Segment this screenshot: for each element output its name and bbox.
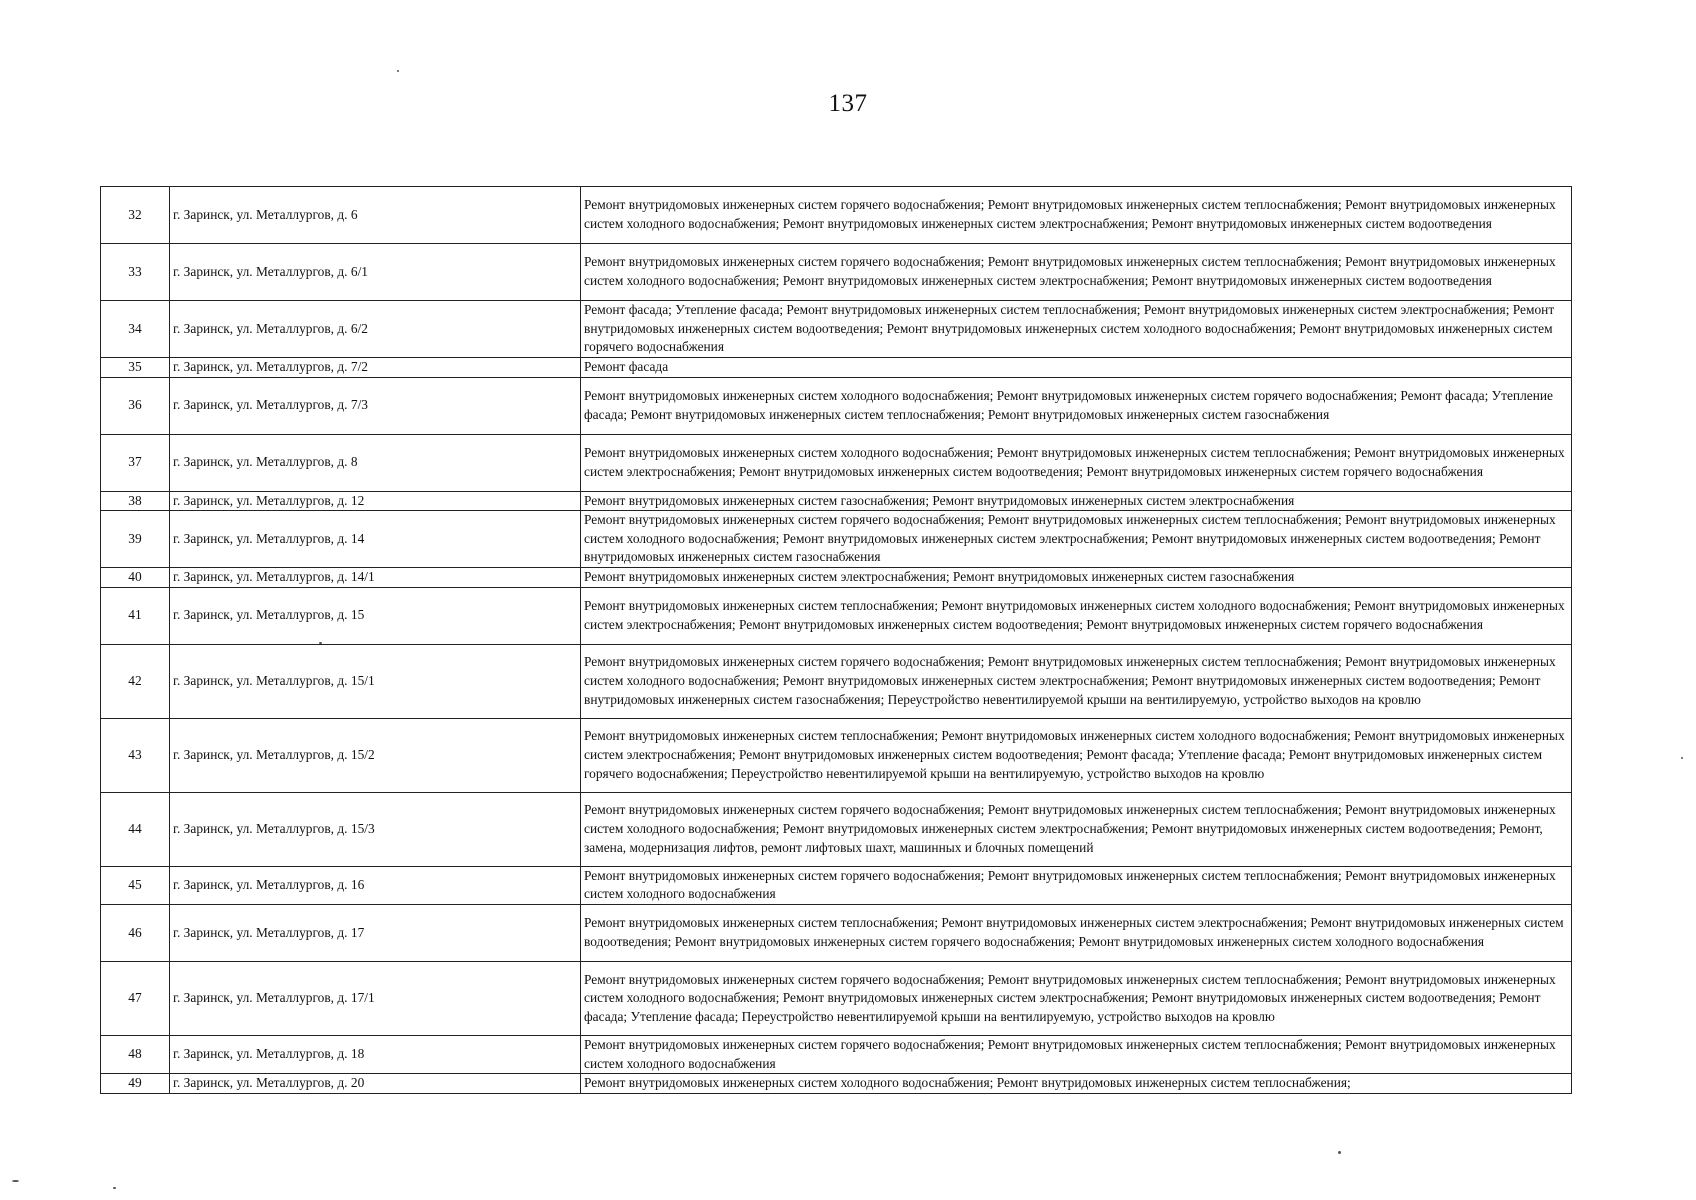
row-works: Ремонт внутридомовых инженерных систем горячего водоснабжения; Ремонт внутридомовых инженерных систем теплоснабжения; Ремонт внутридомовых инженерных систем холодного водоснабжения: [581, 1035, 1572, 1073]
row-works: Ремонт внутридомовых инженерных систем горячего водоснабжения; Ремонт внутридомовых инженерных систем теплоснабжения; Ремонт внутридомовых инженерных систем холодного водоснабжения; Ремонт внутридомовых инженерных систем электроснабжения; Ремонт внутридомовых инженерных систем водоотведения; Ремонт внутридомовых инженерных систем газоснабжения: [581, 511, 1572, 568]
table-row: [101, 511, 1572, 568]
row-works: Ремонт внутридомовых инженерных систем газоснабжения; Ремонт внутридомовых инженерных систем электроснабжения: [581, 491, 1572, 511]
table-row: [101, 644, 1572, 718]
table-row: [101, 792, 1572, 866]
table-row: [101, 866, 1572, 904]
row-address: г. Заринск, ул. Металлургов, д. 14/1: [170, 568, 581, 588]
page-number: 137: [828, 90, 868, 117]
row-address: г. Заринск, ул. Металлургов, д. 7/3: [170, 377, 581, 434]
row-address: г. Заринск, ул. Металлургов, д. 15: [170, 587, 581, 644]
table-row: [101, 377, 1572, 434]
row-number: 38: [101, 491, 170, 511]
row-works: Ремонт внутридомовых инженерных систем горячего водоснабжения; Ремонт внутридомовых инженерных систем теплоснабжения; Ремонт внутридомовых инженерных систем холодного водоснабжения; Ремонт внутридомовых инженерных систем электроснабжения; Ремонт внутридомовых инженерных систем водоотведения; Ремонт, замена, модернизация лифтов, ремонт лифтовых шахт, машинных и блочных помещений: [581, 792, 1572, 866]
row-number: 32: [101, 187, 170, 244]
scan-speck: [397, 70, 399, 72]
row-works: Ремонт внутридомовых инженерных систем теплоснабжения; Ремонт внутридомовых инженерных систем электроснабжения; Ремонт внутридомовых инженерных систем водоотведения; Ремонт внутридомовых инженерных систем горячего водоснабжения; Ремонт внутридомовых инженерных систем холодного водоснабжения: [581, 904, 1572, 961]
row-works: Ремонт внутридомовых инженерных систем холодного водоснабжения; Ремонт внутридомовых инженерных систем горячего водоснабжения; Ремонт фасада; Утепление фасада; Ремонт внутридомовых инженерных систем теплоснабжения; Ремонт внутридомовых инженерных систем газоснабжения: [581, 377, 1572, 434]
scan-speck: [1681, 757, 1683, 759]
row-address: г. Заринск, ул. Металлургов, д. 17/1: [170, 961, 581, 1035]
table-row: [101, 904, 1572, 961]
row-works: Ремонт фасада; Утепление фасада; Ремонт внутридомовых инженерных систем теплоснабжения; Ремонт внутридомовых инженерных систем электроснабжения; Ремонт внутридомовых инженерных систем водоотведения; Ремонт внутридомовых инженерных систем холодного водоснабжения; Ремонт внутридомовых инженерных систем горячего водоснабжения: [581, 301, 1572, 358]
table-row: [101, 1074, 1572, 1094]
table-body: [101, 187, 1572, 1094]
row-number: 43: [101, 718, 170, 792]
row-address: г. Заринск, ул. Металлургов, д. 14: [170, 511, 581, 568]
table-row: [101, 301, 1572, 358]
table-row: [101, 244, 1572, 301]
row-works: Ремонт внутридомовых инженерных систем горячего водоснабжения; Ремонт внутридомовых инженерных систем теплоснабжения; Ремонт внутридомовых инженерных систем холодного водоснабжения; Ремонт внутридомовых инженерных систем электроснабжения; Ремонт внутридомовых инженерных систем водоотведения: [581, 187, 1572, 244]
row-works: Ремонт внутридомовых инженерных систем горячего водоснабжения; Ремонт внутридомовых инженерных систем теплоснабжения; Ремонт внутридомовых инженерных систем холодного водоснабжения: [581, 866, 1572, 904]
table-row: [101, 961, 1572, 1035]
row-number: 44: [101, 792, 170, 866]
row-works: Ремонт внутридомовых инженерных систем горячего водоснабжения; Ремонт внутридомовых инженерных систем теплоснабжения; Ремонт внутридомовых инженерных систем холодного водоснабжения; Ремонт внутридомовых инженерных систем электроснабжения; Ремонт внутридомовых инженерных систем водоотведения: [581, 244, 1572, 301]
row-address: г. Заринск, ул. Металлургов, д. 7/2: [170, 358, 581, 378]
row-number: 39: [101, 511, 170, 568]
table-row: [101, 187, 1572, 244]
row-number: 37: [101, 434, 170, 491]
row-works: Ремонт внутридомовых инженерных систем холодного водоснабжения; Ремонт внутридомовых инженерных систем теплоснабжения;: [581, 1074, 1572, 1094]
row-address: г. Заринск, ул. Металлургов, д. 6/1: [170, 244, 581, 301]
row-address: г. Заринск, ул. Металлургов, д. 15/1: [170, 644, 581, 718]
repair-works-table: [100, 186, 1572, 1094]
scan-speck: [1338, 1151, 1341, 1154]
row-number: 45: [101, 866, 170, 904]
row-address: г. Заринск, ул. Металлургов, д. 12: [170, 491, 581, 511]
row-address: г. Заринск, ул. Металлургов, д. 6: [170, 187, 581, 244]
scan-speck: [113, 1187, 116, 1189]
row-works: Ремонт внутридомовых инженерных систем холодного водоснабжения; Ремонт внутридомовых инженерных систем теплоснабжения; Ремонт внутридомовых инженерных систем электроснабжения; Ремонт внутридомовых инженерных систем водоотведения; Ремонт внутридомовых инженерных систем горячего водоснабжения: [581, 434, 1572, 491]
row-address: г. Заринск, ул. Металлургов, д. 18: [170, 1035, 581, 1073]
table-row: [101, 587, 1572, 644]
row-address: г. Заринск, ул. Металлургов, д. 16: [170, 866, 581, 904]
scan-speck: [12, 1180, 19, 1182]
row-number: 42: [101, 644, 170, 718]
table-row: [101, 491, 1572, 511]
row-number: 40: [101, 568, 170, 588]
row-number: 35: [101, 358, 170, 378]
row-works: Ремонт фасада: [581, 358, 1572, 378]
row-address: г. Заринск, ул. Металлургов, д. 20: [170, 1074, 581, 1094]
row-address: г. Заринск, ул. Металлургов, д. 8: [170, 434, 581, 491]
table-row: [101, 1035, 1572, 1073]
row-works: Ремонт внутридомовых инженерных систем электроснабжения; Ремонт внутридомовых инженерных систем газоснабжения: [581, 568, 1572, 588]
row-number: 47: [101, 961, 170, 1035]
row-works: Ремонт внутридомовых инженерных систем теплоснабжения; Ремонт внутридомовых инженерных систем холодного водоснабжения; Ремонт внутридомовых инженерных систем электроснабжения; Ремонт внутридомовых инженерных систем водоотведения; Ремонт внутридомовых инженерных систем горячего водоснабжения: [581, 587, 1572, 644]
row-number: 41: [101, 587, 170, 644]
row-number: 34: [101, 301, 170, 358]
table-row: [101, 718, 1572, 792]
table-row: [101, 358, 1572, 378]
row-address: г. Заринск, ул. Металлургов, д. 15/2: [170, 718, 581, 792]
row-works: Ремонт внутридомовых инженерных систем теплоснабжения; Ремонт внутридомовых инженерных систем холодного водоснабжения; Ремонт внутридомовых инженерных систем электроснабжения; Ремонт внутридомовых инженерных систем водоотведения; Ремонт фасада; Утепление фасада; Ремонт внутридомовых инженерных систем горячего водоснабжения; Переустройство невентилируемой крыши на вентилируемую, устройство выходов на кровлю: [581, 718, 1572, 792]
table-row: [101, 434, 1572, 491]
row-number: 33: [101, 244, 170, 301]
row-number: 36: [101, 377, 170, 434]
row-number: 48: [101, 1035, 170, 1073]
row-address: г. Заринск, ул. Металлургов, д. 17: [170, 904, 581, 961]
scan-speck: [319, 642, 322, 644]
row-number: 46: [101, 904, 170, 961]
row-number: 49: [101, 1074, 170, 1094]
table-row: [101, 568, 1572, 588]
row-works: Ремонт внутридомовых инженерных систем горячего водоснабжения; Ремонт внутридомовых инженерных систем теплоснабжения; Ремонт внутридомовых инженерных систем холодного водоснабжения; Ремонт внутридомовых инженерных систем электроснабжения; Ремонт внутридомовых инженерных систем водоотведения; Ремонт фасада; Утепление фасада; Переустройство невентилируемой крыши на вентилируемую, устройство выходов на кровлю: [581, 961, 1572, 1035]
row-address: г. Заринск, ул. Металлургов, д. 6/2: [170, 301, 581, 358]
row-works: Ремонт внутридомовых инженерных систем горячего водоснабжения; Ремонт внутридомовых инженерных систем теплоснабжения; Ремонт внутридомовых инженерных систем холодного водоснабжения; Ремонт внутридомовых инженерных систем электроснабжения; Ремонт внутридомовых инженерных систем водоотведения; Ремонт внутридомовых инженерных систем газоснабжения; Переустройство невентилируемой крыши на вентилируемую, устройство выходов на кровлю: [581, 644, 1572, 718]
row-address: г. Заринск, ул. Металлургов, д. 15/3: [170, 792, 581, 866]
